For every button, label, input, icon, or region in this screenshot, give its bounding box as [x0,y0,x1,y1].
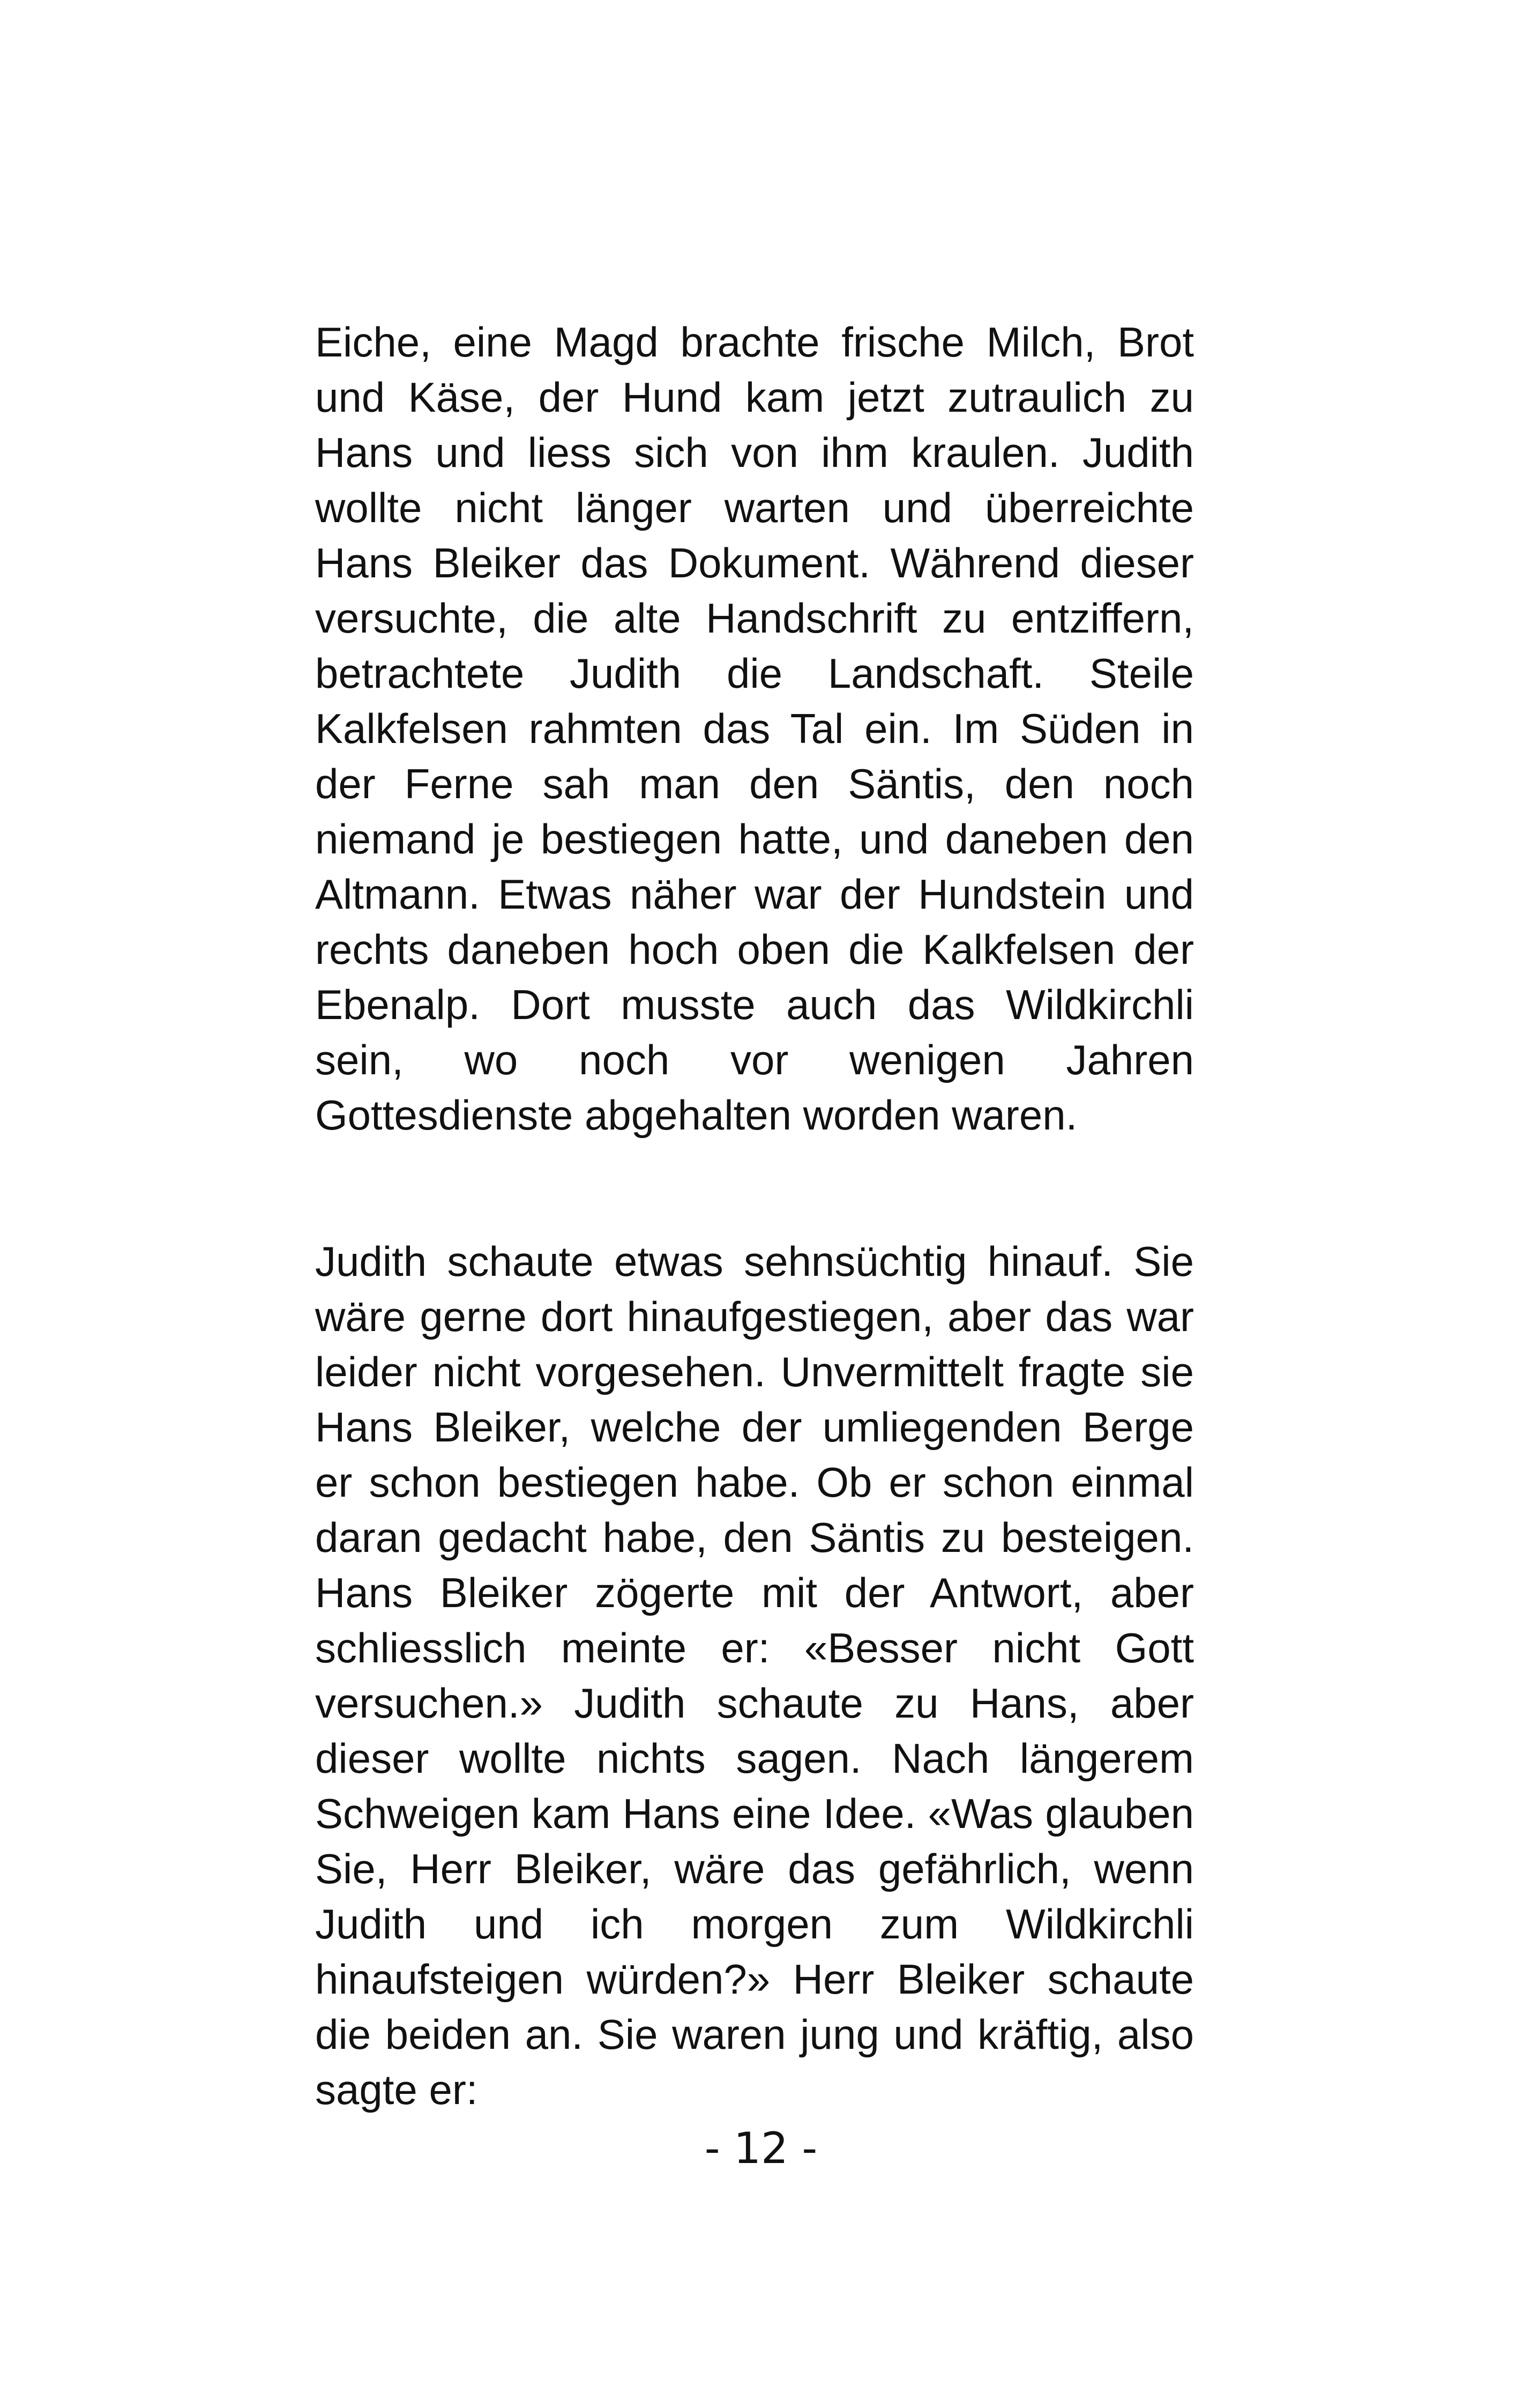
page-number: - 12 - [704,2123,818,2173]
paragraph-1: Eiche, eine Magd brachte frische Milch, Brot und Käse, der Hund kam jetzt zutraulich zu Hans und liess sich von ihm kraulen. Judith wollte nicht länger warten und überreichte Hans Bleiker das Dokument. Während dieser versuchte, die alte Handschrift zu entziffern, betrachtete Judith die Landschaft. Steile Kalkfelsen rahmten das Tal ein. Im Süden in der Ferne sah man den Säntis, den noch niemand je bestiegen hatte, und daneben den Altmann. Etwas näher war der Hundstein und rechts daneben hoch oben die Kalkfelsen der Ebenalp. Dort musste auch das Wildkirchli sein, wo noch vor wenigen Jahren Gottesdienste abgehalten worden waren. [315,318,1194,1139]
paragraph-2: Judith schaute etwas sehnsüchtig hinauf. Sie wäre gerne dort hinaufgestiegen, aber das war leider nicht vorgesehen. Unvermittelt fragte sie Hans Bleiker, welche der umliegenden Berge er schon bestiegen habe. Ob er schon einmal daran gedacht habe, den Säntis zu besteigen. Hans Bleiker zögerte mit der Antwort, aber schliesslich meinte er: «Besser nicht Gott versuchen.» Judith schaute zu Hans, aber dieser wollte nichts sagen. Nach längerem Schweigen kam Hans eine Idee. «Was glauben Sie, Herr Bleiker, wäre das gefährlich, wenn Judith und ich morgen zum Wildkirchli hinaufsteigen würden?» Herr Bleiker schaute die beiden an. Sie waren jung und kräftig, also sagte er: [315,1238,1194,2113]
